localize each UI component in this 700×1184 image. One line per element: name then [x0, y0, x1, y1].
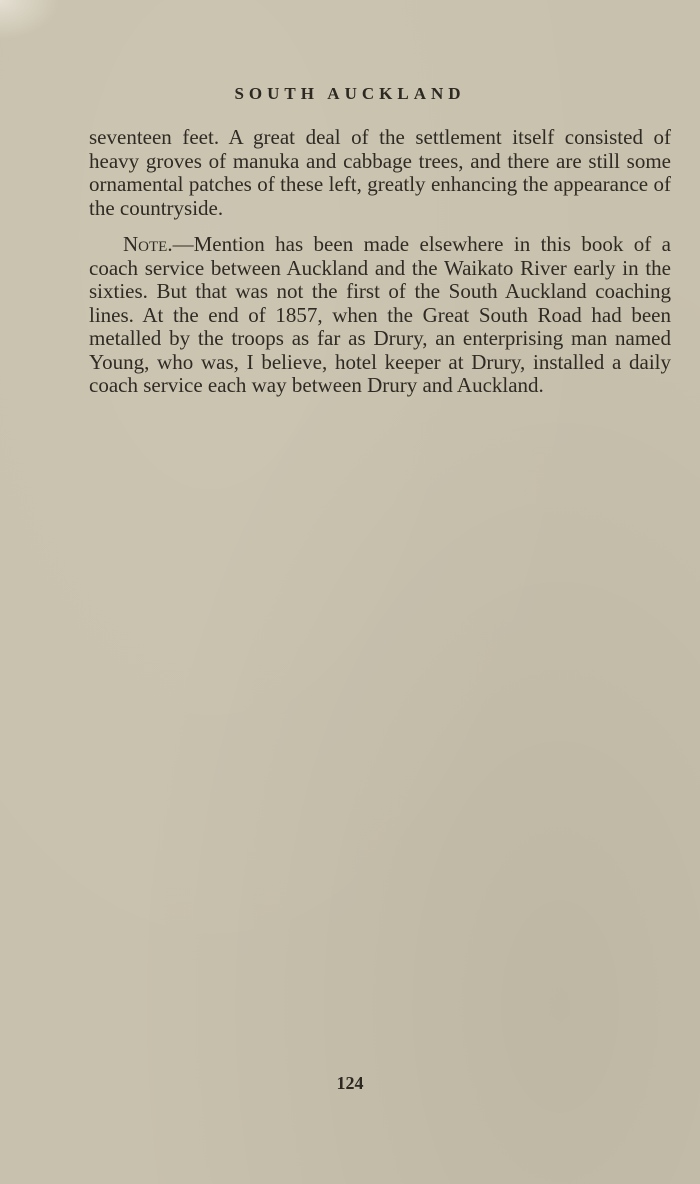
- page-stain: [0, 0, 60, 40]
- running-head: SOUTH AUCKLAND: [234, 84, 466, 103]
- page-number: 124: [336, 1073, 364, 1093]
- paragraph-continuation: seventeen feet. A great deal of the settlement itself consisted of heavy groves of manuka and cabbage trees, and there are still some ornamental patches of these left, greatly enhancing the appearance of the countryside.: [89, 125, 671, 220]
- note-text: —Mention has been made elsewhere in this book of a coach service between Auckland and the Waikato River early in the sixties. But that was not the first of the South Auckland coaching lines. At the end of 1857, when the Great South Road had been metalled by the troops as far as Drury, an enterprising man named Young, who was, I believe, hotel keeper at Drury, installed a daily coach service each way between Drury and Auckland.: [89, 232, 671, 397]
- note-label: Note.: [123, 232, 173, 256]
- paragraph-note: [89, 233, 671, 398]
